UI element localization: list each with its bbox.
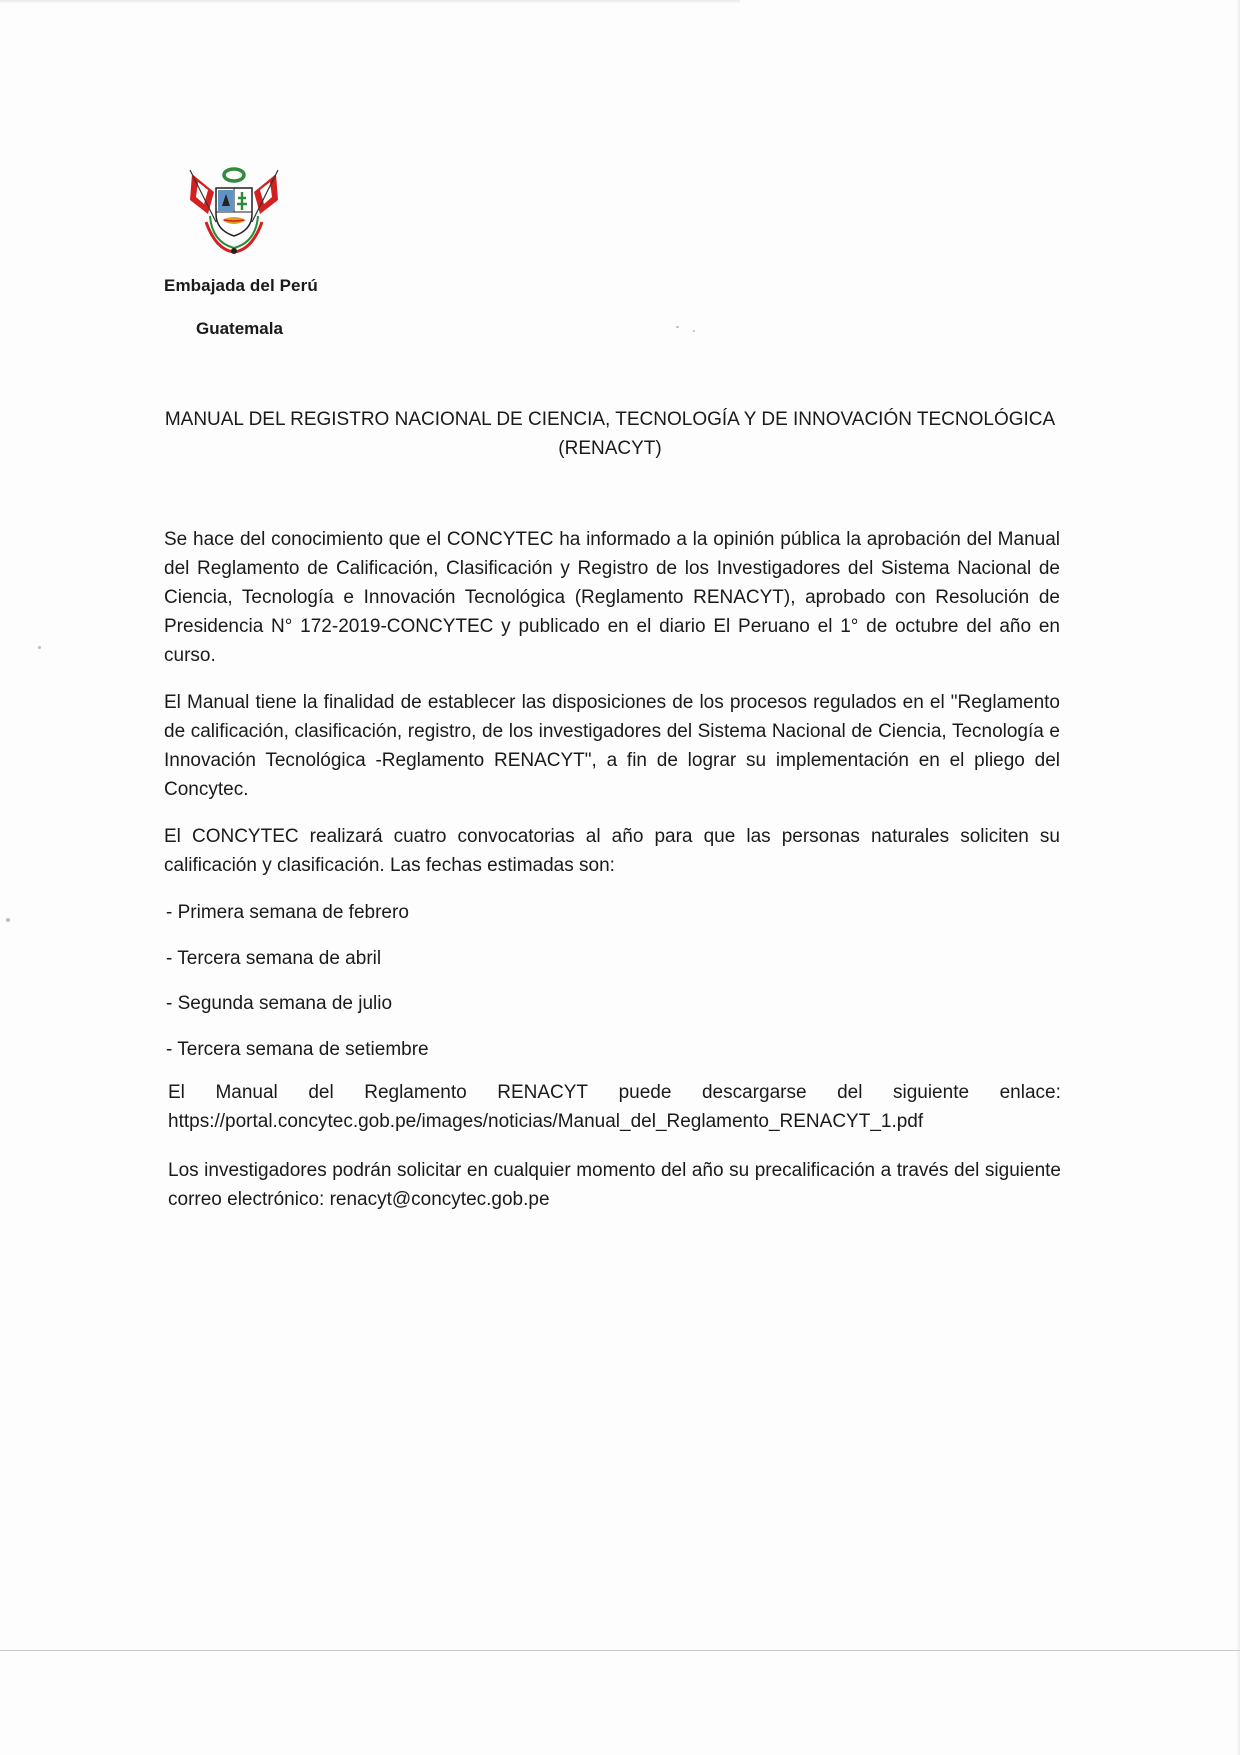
scan-speck (6, 918, 10, 922)
download-text-word: siguiente (892, 1082, 970, 1103)
download-text-word: RENACYT (497, 1082, 589, 1103)
paragraph-precalification: Los investigadores podrán solicitar en cualquier momento del año su precalificación a través del siguiente correo electrónico: renacyt@concytec.gob.pe (168, 1160, 1061, 1210)
download-text-word: Manual (215, 1082, 278, 1103)
scan-page-edge (0, 1650, 1240, 1651)
download-text-word: del (308, 1082, 334, 1103)
date-list-item: - Segunda semana de julio (166, 993, 393, 1014)
scan-speck (676, 326, 679, 328)
embassy-city: Guatemala (196, 319, 283, 338)
document-title-line: (RENACYT) (558, 438, 662, 459)
paragraph-download (168, 1078, 1061, 1107)
scan-speck (38, 646, 41, 649)
manual-download-link: https://portal.concytec.gob.pe/images/noticias/Manual_del_Reglamento_RENACYT_1.pdf (168, 1111, 924, 1132)
download-text-word: El (168, 1082, 185, 1103)
embassy-name: Embajada del Perú (164, 276, 318, 295)
date-list-item: - Tercera semana de abril (166, 948, 382, 969)
download-text-word: Reglamento (364, 1082, 467, 1103)
scan-edge (1236, 0, 1240, 1755)
download-text-word: enlace: (999, 1082, 1061, 1103)
scan-speck (693, 330, 695, 332)
date-list-item: - Tercera semana de setiembre (166, 1039, 429, 1060)
download-text-word: descargarse (701, 1082, 807, 1103)
peru-coat-of-arms-icon (186, 162, 282, 256)
paragraph-announcement: Se hace del conocimiento que el CONCYTEC ha informado a la opinión pública la aprobación del Manual del Reglamento de Calificación, Clasificación y Registro de los Investigadores del Sistema Nacional de Ciencia, Tecnología e Innovación Tecnológica (Reglamento RENACYT), aprobado con Resolución de Presidencia N° 172-2019-CONCYTEC y publicado en el diario El Peruano el 1° de octubre del año en curso. (164, 529, 1060, 666)
scan-edge (0, 0, 740, 4)
paragraph-calls: El CONCYTEC realizará cuatro convocatorias al año para que las personas naturales soliciten su calificación y clasificación. Las fechas estimadas son: (164, 826, 1060, 876)
document-title (150, 405, 1070, 463)
document-title-line: MANUAL DEL REGISTRO NACIONAL DE CIENCIA, TECNOLOGÍA Y DE INNOVACIÓN TECNOLÓGICA (164, 409, 1056, 430)
download-text-word: del (837, 1082, 863, 1103)
download-text-word: puede (618, 1082, 672, 1103)
date-list-item: - Primera semana de febrero (166, 902, 409, 923)
paragraph-purpose: El Manual tiene la finalidad de establecer las disposiciones de los procesos regulados en el "Reglamento de calificación, clasificación, registro, de los investigadores del Sistema Nacional de Ciencia, Tecnología e Innovación Tecnológica -Reglamento RENACYT", a fin de lograr su implementación en el pliego del Concytec. (164, 692, 1060, 800)
